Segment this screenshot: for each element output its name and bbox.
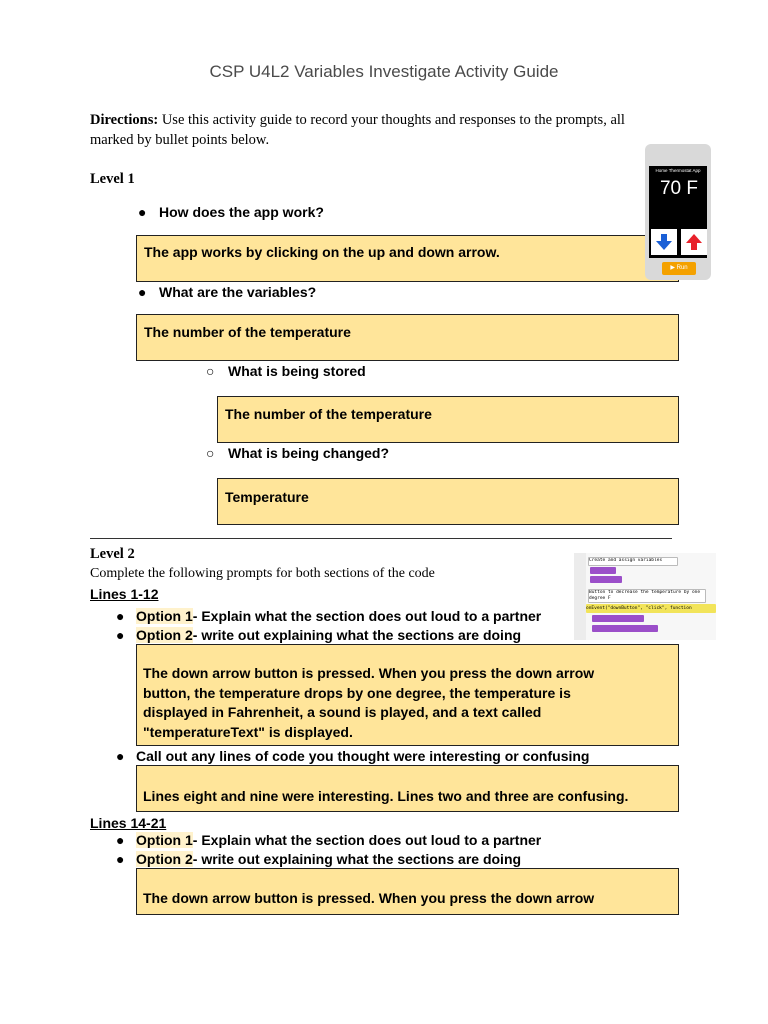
question-changed: What is being changed? — [228, 445, 390, 461]
code-block-assign — [592, 625, 658, 632]
run-label: Run — [676, 265, 688, 271]
code-comment-2: Button to decrease the temperature by one degree F — [588, 589, 706, 603]
option-2-text: - write out explaining what the sections are doing — [192, 851, 522, 867]
option-1-label: Option 1 — [136, 608, 193, 624]
answer-box-stored[interactable] — [217, 396, 679, 443]
lines-1-12-heading: Lines 1-12 — [90, 586, 159, 602]
answer-box-callout[interactable] — [136, 765, 679, 812]
answer-line: button, the temperature drops by one degree, the temperature is — [143, 684, 571, 701]
down-arrow-icon — [651, 229, 677, 255]
option-1-text: - Explain what the section does out loud to a partner — [192, 832, 542, 848]
question-stored: What is being stored — [228, 363, 366, 379]
phone-temperature: 70 F — [659, 178, 699, 199]
phone-app-title: Home Thermostat App — [655, 168, 701, 173]
document-title: CSP U4L2 Variables Investigate Activity Guide — [209, 62, 559, 81]
code-block-var — [590, 567, 616, 574]
answer-box-lines-1-12[interactable] — [136, 644, 679, 746]
code-event-block: onEvent("downButton", "click", function — [586, 604, 716, 613]
answer-line: "temperatureText" is displayed. — [143, 723, 353, 740]
answer-how-app-works: The app works by clicking on the up and down arrow. — [144, 244, 500, 260]
code-comment-1: Create and assign variables — [588, 557, 678, 566]
code-block-var — [590, 576, 622, 583]
answer-box-changed[interactable] — [217, 478, 679, 525]
answer-changed: Temperature — [225, 489, 309, 505]
play-icon: ▶ — [670, 265, 675, 271]
answer-stored: The number of the temperature — [225, 406, 432, 422]
option-2-text: - write out explaining what the sections are doing — [192, 627, 522, 643]
question-how-app-works: How does the app work? — [159, 204, 324, 220]
up-arrow-icon — [681, 229, 707, 255]
callout-question: Call out any lines of code you thought were interesting or confusing — [136, 748, 590, 764]
answer-line: displayed in Fahrenheit, a sound is played, and a text called — [143, 704, 542, 720]
run-button[interactable] — [662, 262, 696, 275]
callout-answer: Lines eight and nine were interesting. Lines two and three are confusing. — [143, 788, 629, 804]
code-block-assign — [592, 615, 644, 622]
directions-label: Directions: — [90, 112, 159, 128]
answer-variables: The number of the temperature — [144, 324, 351, 340]
question-variables: What are the variables? — [159, 284, 317, 300]
answer-line: The down arrow button is pressed. When you press the down arrow — [143, 665, 595, 681]
level-1-heading: Level 1 — [90, 171, 135, 187]
answer-box-variables[interactable] — [136, 314, 679, 361]
directions-text: Use this activity guide to record your thoughts and responses to the prompts, all marked by bullet points below. — [90, 112, 625, 148]
option-2-label: Option 2 — [136, 851, 193, 867]
answer-box-how-app-works[interactable] — [136, 235, 679, 282]
option-1-label: Option 1 — [136, 832, 193, 848]
section-divider — [90, 538, 672, 539]
directions-paragraph — [90, 110, 670, 150]
level-2-intro: Complete the following prompts for both sections of the code — [90, 566, 435, 581]
line-number-gutter — [574, 553, 586, 640]
option-2-label: Option 2 — [136, 627, 193, 643]
down-arrow-button[interactable] — [651, 229, 677, 255]
code-thumbnail — [574, 553, 716, 640]
level-2-heading: Level 2 — [90, 546, 135, 562]
answer-box-lines-14-21[interactable] — [136, 868, 679, 915]
up-arrow-button[interactable] — [681, 229, 707, 255]
answer-line: The down arrow button is pressed. When you press the down arrow — [143, 890, 595, 906]
option-1-text: - Explain what the section does out loud to a partner — [192, 608, 542, 624]
lines-14-21-heading: Lines 14-21 — [90, 815, 167, 831]
